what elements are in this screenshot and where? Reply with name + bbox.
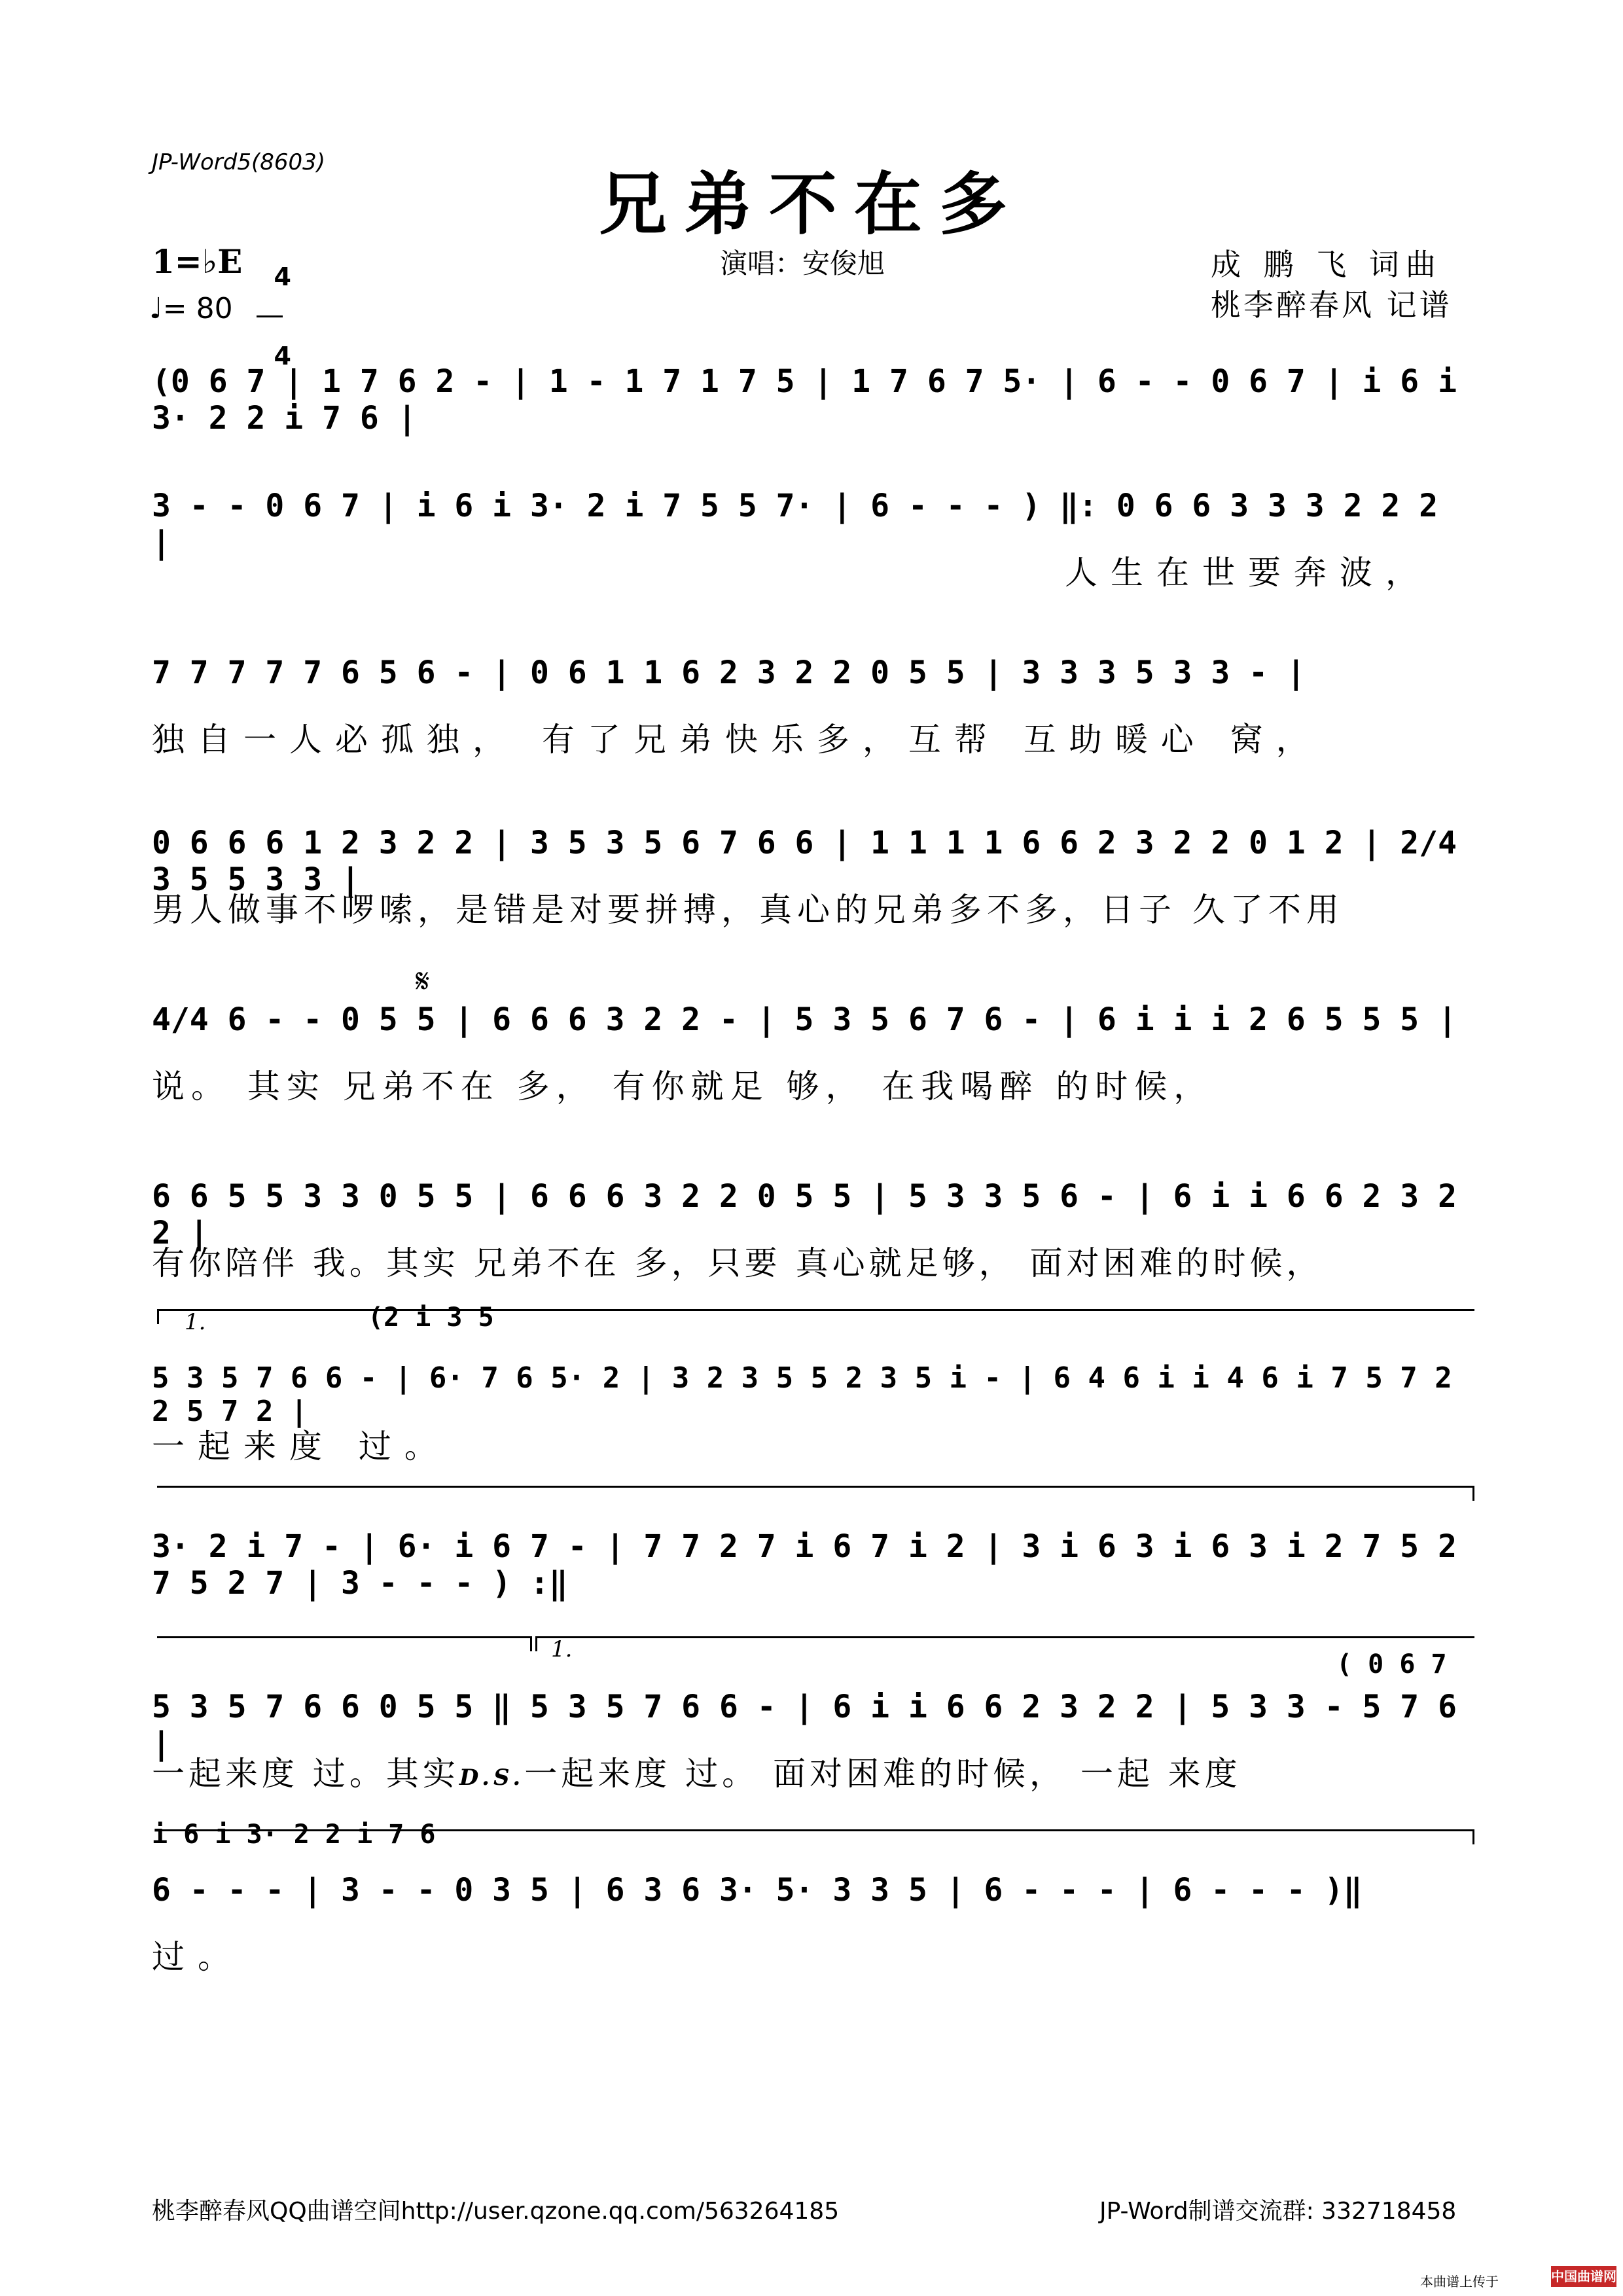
notes-line-8: 3· 2 i 7 - | 6· i 6 7 - | 7 7 2 7 i 6 7 i 2 | 3 i 6 3 i 6 3 i 2 7 5 2 7 5 2 7 | 3 - - - ) :‖	[152, 1528, 1457, 1602]
footer-group-number: JP-Word制谱交流群: 332718458	[1099, 2198, 1457, 2225]
notes-line-9: 5 3 5 7 6 6 0 5 5 ‖ 5 3 5 7 6 6 - | 6 i i 6 6 2 3 2 2 | 5 3 3 - 5 7 6 |	[152, 1689, 1457, 1762]
lyrics-line-5: 说。 其实 兄弟不在 多， 有你就足 够， 在我喝醉 的时候，	[152, 1067, 1213, 1105]
lyrics-line-6: 有你陪伴 我。其实 兄弟不在 多，只要 真心就足够， 面对困难的时候，	[152, 1244, 1323, 1282]
segno-sign: 𝄋	[416, 962, 430, 1000]
bracket-line-9-left	[157, 1636, 532, 1651]
volta-bracket-1	[157, 1309, 1474, 1324]
key-signature: 1=♭E	[152, 242, 243, 281]
notes-line-2: 3 - - 0 6 7 | i 6 i 3· 2 i 7 5 5 7· | 6 - - - ) ‖: 0 6 6 3 3 3 2 2 2 |	[152, 488, 1438, 561]
dal-segno-mark: D.S.	[459, 1765, 525, 1791]
volta-label-2: 1.	[551, 1636, 573, 1662]
software-label: JP-Word5(8603)	[152, 149, 326, 175]
aside-notes-line-9: ( 0 6 7	[1336, 1649, 1447, 1679]
notes-line-5: 4/4 6 - - 0 5 5 | 6 6 6 3 2 2 - | 5 3 5 6 7 6 - | 6 i i i 2 6 5 5 5 |	[152, 1001, 1457, 1038]
lyricist-composer-credit: 成 鹏 飞 词曲	[1211, 247, 1442, 282]
aside-notes-line-10: i 6 i 3· 2 2 i 7 6	[152, 1820, 436, 1850]
time-signature-bottom: 4	[274, 342, 291, 370]
aside-notes-line-7: (2 i 3 5	[368, 1302, 494, 1333]
singer-credit: 演唱：安俊旭	[720, 247, 885, 279]
notes-line-10: 6 - - - | 3 - - 0 3 5 | 6 3 6 3· 5· 3 3 5 | 6 - - - | 6 - - - )‖	[152, 1872, 1363, 1909]
notes-line-3: 7 7 7 7 7 6 5 6 - | 0 6 1 1 6 2 3 2 2 0 5 5 | 3 3 3 5 3 3 - |	[152, 655, 1306, 691]
time-signature-top: 4	[274, 262, 291, 291]
volta-bracket-2	[535, 1636, 1474, 1651]
upload-note: 本曲谱上传于	[1420, 2274, 1499, 2289]
lyrics-line-9-a: 一起来度 过。其实	[152, 1755, 459, 1793]
repeat-bracket-line-8	[157, 1486, 1474, 1501]
tempo-marking: ♩= 80	[149, 292, 233, 325]
volta-label-1: 1.	[185, 1309, 206, 1335]
transcriber-credit: 桃李醉春风 记谱	[1211, 287, 1452, 323]
song-title: 兄弟不在多	[598, 164, 1024, 244]
site-logo[interactable]: 中国曲谱网	[1551, 2266, 1616, 2287]
footer-qzone-link[interactable]: 桃李醉春风QQ曲谱空间http://user.qzone.qq.com/563264185	[152, 2198, 840, 2225]
notes-line-7: 5 3 5 7 6 6 - | 6· 7 6 5· 2 | 3 2 3 5 5 2 3 5 i - | 6 4 6 i i 4 6 i 7 5 7 2 2 5 7 2 |	[152, 1361, 1452, 1428]
lyrics-line-7: 一起来度 过。	[152, 1427, 450, 1465]
time-signature	[257, 240, 291, 370]
lyrics-line-10: 过。	[152, 1938, 243, 1976]
notes-line-1: (0 6 7 | 1 7 6 2 - | 1 - 1 7 1 7 5 | 1 7 6 7 5· | 6 - - 0 6 7 | i 6 i 3· 2 2 i 7 6 |	[152, 363, 1457, 437]
notes-line-6: 6 6 5 5 3 3 0 5 5 | 6 6 6 3 2 2 0 5 5 | 5 3 3 5 6 - | 6 i i 6 6 2 3 2 2 |	[152, 1178, 1457, 1251]
lyrics-line-3: 独自一人必孤独， 有了兄弟快乐多，互帮 互助暖心 窝，	[152, 721, 1322, 759]
notes-line-4: 0 6 6 6 1 2 3 2 2 | 3 5 3 5 6 7 6 6 | 1 1 1 1 6 6 2 3 2 2 0 1 2 | 2/4 3 5 5 3 3 |	[152, 825, 1457, 898]
lyrics-line-9-b: 一起来度 过。 面对困难的时候， 一起 来度	[524, 1755, 1241, 1793]
lyrics-line-4: 男人做事不啰嗦，是错是对要拼搏，真心的兄弟多不多，日子 久了不用	[152, 891, 1344, 929]
lyrics-line-2: 人生在世要奔波，	[1065, 554, 1431, 592]
lyrics-line-9	[152, 1748, 1241, 1795]
